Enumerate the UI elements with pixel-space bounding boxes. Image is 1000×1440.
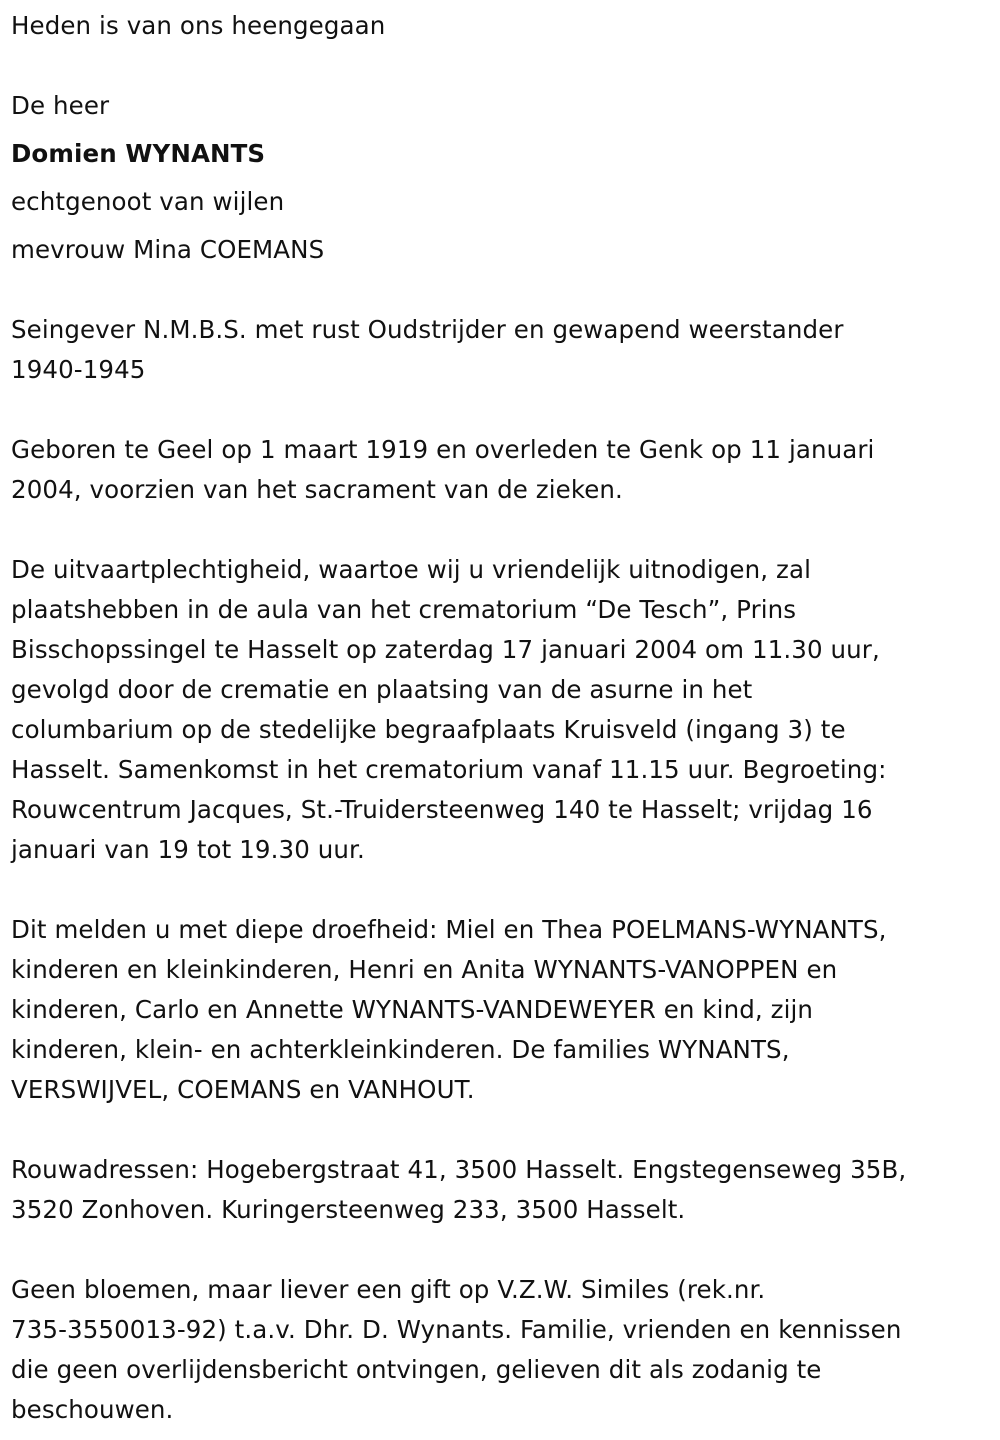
salutation: De heer (11, 91, 110, 120)
family-line: VERSWIJVEL, COEMANS en VANHOUT. (11, 1075, 475, 1104)
ceremony-line: Hasselt. Samenkomst in het crematorium vanaf 11.15 uur. Begroeting: (11, 755, 887, 784)
intro-line: Heden is van ons heengegaan (11, 11, 386, 40)
birth-death-line: 2004, voorzien van het sacrament van de zieken. (11, 475, 623, 504)
occupation-line: 1940-1945 (11, 355, 146, 384)
ceremony-line: columbarium op de stedelijke begraafplaats Kruisveld (ingang 3) te (11, 715, 846, 744)
family-line: kinderen en kleinkinderen, Henri en Anita WYNANTS-VANOPPEN en (11, 955, 838, 984)
ceremony-line: De uitvaartplechtigheid, waartoe wij u vriendelijk uitnodigen, zal (11, 555, 811, 584)
donation-line: Geen bloemen, maar liever een gift op V.Z.W. Similes (rek.nr. (11, 1275, 766, 1304)
ceremony-line: januari van 19 tot 19.30 uur. (11, 835, 365, 864)
deceased-name: Domien WYNANTS (11, 139, 266, 168)
ceremony-line: plaatshebben in de aula van het crematorium “De Tesch”, Prins (11, 595, 797, 624)
spouse-line-2: mevrouw Mina COEMANS (11, 235, 325, 264)
family-line: Dit melden u met diepe droefheid: Miel en Thea POELMANS-WYNANTS, (11, 915, 887, 944)
family-line: kinderen, klein- en achterkleinkinderen. De families WYNANTS, (11, 1035, 790, 1064)
ceremony-line: gevolgd door de crematie en plaatsing van de asurne in het (11, 675, 753, 704)
donation-line: 735-3550013-92) t.a.v. Dhr. D. Wynants. Familie, vrienden en kennissen (11, 1315, 902, 1344)
ceremony-line: Rouwcentrum Jacques, St.-Truidersteenweg 140 te Hasselt; vrijdag 16 (11, 795, 873, 824)
donation-line: beschouwen. (11, 1395, 174, 1424)
address-line: Rouwadressen: Hogebergstraat 41, 3500 Hasselt. Engstegenseweg 35B, (11, 1155, 907, 1184)
birth-death-line: Geboren te Geel op 1 maart 1919 en overleden te Genk op 11 januari (11, 435, 875, 464)
donation-line: die geen overlijdensbericht ontvingen, gelieven dit als zodanig te (11, 1355, 822, 1384)
spouse-line-1: echtgenoot van wijlen (11, 187, 285, 216)
address-line: 3520 Zonhoven. Kuringersteenweg 233, 3500 Hasselt. (11, 1195, 686, 1224)
occupation-line: Seingever N.M.B.S. met rust Oudstrijder en gewapend weerstander (11, 315, 844, 344)
family-line: kinderen, Carlo en Annette WYNANTS-VANDEWEYER en kind, zijn (11, 995, 814, 1024)
ceremony-line: Bisschopssingel te Hasselt op zaterdag 17 januari 2004 om 11.30 uur, (11, 635, 880, 664)
